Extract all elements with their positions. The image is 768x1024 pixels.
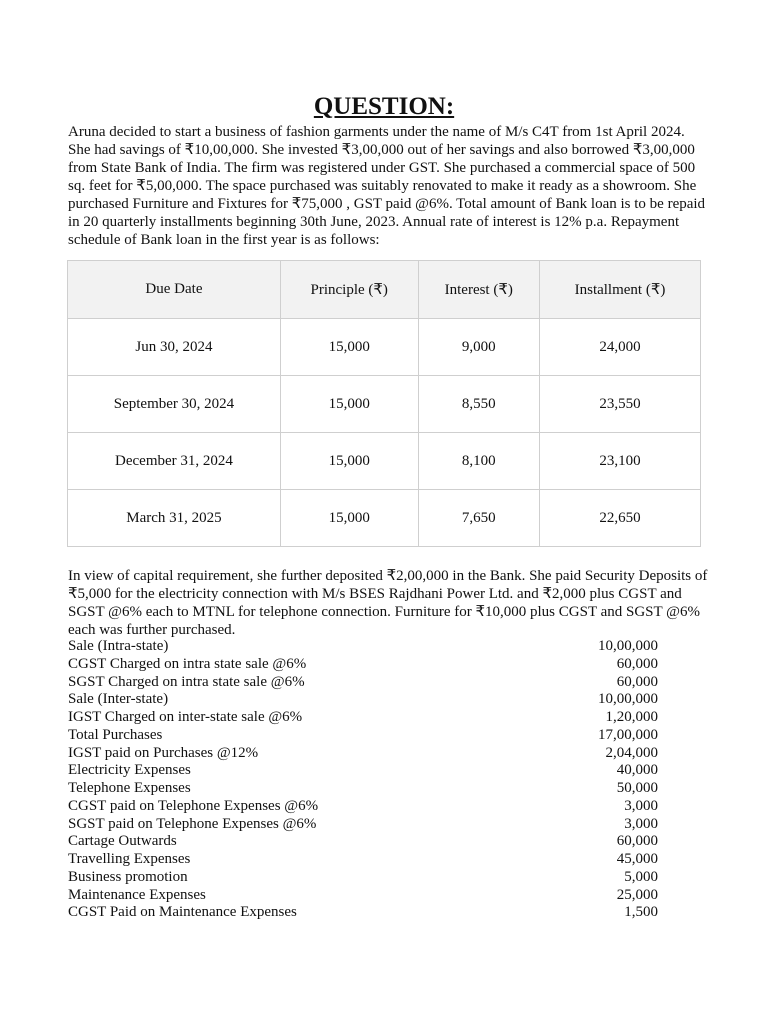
list-item — [68, 904, 658, 922]
list-item — [68, 691, 658, 709]
list-item — [68, 869, 658, 887]
item-label: SGST paid on Telephone Expenses @6% — [68, 815, 317, 832]
list-item — [68, 851, 658, 869]
cell-due-date: September 30, 2024 — [68, 376, 281, 433]
item-label: Travelling Expenses — [68, 851, 191, 867]
list-item — [68, 798, 658, 816]
item-label: IGST paid on Purchases @12% — [68, 744, 259, 761]
cell-installment: 22,650 — [540, 490, 701, 547]
cell-installment: 23,100 — [540, 433, 701, 490]
cell-installment: 23,550 — [540, 376, 701, 433]
item-label: Total Purchases — [68, 726, 163, 743]
list-item — [68, 727, 658, 745]
item-label: CGST Charged on intra state sale @6% — [68, 655, 307, 672]
cell-principle: 15,000 — [280, 433, 418, 490]
item-amount: 3,000 — [624, 815, 658, 832]
cell-interest: 9,000 — [418, 319, 539, 376]
item-label: Telephone Expenses — [68, 780, 191, 796]
transaction-list — [68, 638, 658, 922]
item-amount: 60,000 — [616, 833, 658, 850]
cell-due-date: Jun 30, 2024 — [68, 319, 281, 376]
list-item — [68, 656, 658, 674]
item-label: Cartage Outwards — [68, 833, 177, 850]
list-item — [68, 638, 658, 656]
item-label: CGST Paid on Maintenance Expenses — [68, 904, 297, 921]
item-label: CGST paid on Telephone Expenses @6% — [68, 797, 319, 814]
item-amount: 25,000 — [616, 886, 658, 903]
item-amount: 40,000 — [616, 762, 658, 779]
header-principle: Principle (₹) — [280, 261, 418, 319]
cell-principle: 15,000 — [280, 376, 418, 433]
header-installment: Installment (₹) — [540, 261, 701, 319]
item-amount: 10,00,000 — [598, 638, 658, 654]
table-row — [68, 433, 701, 490]
header-due-date: Due Date — [68, 261, 281, 319]
item-label: Sale (Intra-state) — [68, 638, 169, 654]
item-label: Electricity Expenses — [68, 762, 191, 779]
header-interest: Interest (₹) — [418, 261, 539, 319]
cell-principle: 15,000 — [280, 490, 418, 547]
item-amount: 10,00,000 — [598, 691, 658, 708]
list-item — [68, 745, 658, 763]
list-item — [68, 833, 658, 851]
item-amount: 1,500 — [624, 904, 658, 921]
item-amount: 17,00,000 — [598, 726, 658, 743]
item-amount: 60,000 — [616, 655, 658, 672]
list-item — [68, 762, 658, 780]
list-item — [68, 674, 658, 692]
table-row — [68, 319, 701, 376]
cell-due-date: March 31, 2025 — [68, 490, 281, 547]
item-label: IGST Charged on inter-state sale @6% — [68, 709, 303, 725]
item-label: Business promotion — [68, 868, 188, 885]
item-amount: 3,000 — [624, 797, 658, 814]
list-item — [68, 887, 658, 905]
item-amount: 2,04,000 — [605, 744, 658, 761]
item-label: SGST Charged on intra state sale @6% — [68, 673, 305, 690]
list-item — [68, 709, 658, 727]
cell-installment: 24,000 — [540, 319, 701, 376]
list-item — [68, 816, 658, 834]
cell-due-date: December 31, 2024 — [68, 433, 281, 490]
item-label: Maintenance Expenses — [68, 886, 206, 903]
capital-paragraph: In view of capital requirement, she further deposited ₹2,00,000 in the Bank. She paid Security Deposits of ₹5,000 for the electricity connection with M/s BSES Rajdhani Power Ltd. and ₹2,000 plus CGST and SGST @6% each to MTNL for telephone connection. Furniture for ₹10,000 plus CGST and SGST @6% each was further purchased. — [68, 568, 708, 638]
table-row — [68, 490, 701, 547]
cell-interest: 7,650 — [418, 490, 539, 547]
table-row — [68, 376, 701, 433]
item-amount: 5,000 — [624, 868, 658, 885]
item-amount: 1,20,000 — [605, 709, 658, 725]
cell-interest: 8,550 — [418, 376, 539, 433]
cell-principle: 15,000 — [280, 319, 418, 376]
item-amount: 45,000 — [616, 851, 658, 867]
repayment-schedule-table — [67, 260, 701, 547]
list-item — [68, 780, 658, 798]
intro-paragraph: Aruna decided to start a business of fashion garments under the name of M/s C4T from 1st April 2024. She had savings of ₹10,00,000. She invested ₹3,00,000 out of her savings and also borrowed ₹3,00,000 from State Bank of India. The firm was registered under GST. She purchased a commercial space of 500 sq. feet for ₹5,00,000. The space purchased was suitably renovated to make it ready as a showroom. She purchased Furniture and Fixtures for ₹75,000 , GST paid @6%. Total amount of Bank loan is to be repaid in 20 quarterly installments beginning 30th June, 2023. Annual rate of interest is 12% p.a. Repayment schedule of Bank loan in the first year is as follows: — [68, 124, 706, 248]
item-amount: 50,000 — [616, 780, 658, 796]
item-label: Sale (Inter-state) — [68, 691, 169, 708]
cell-interest: 8,100 — [418, 433, 539, 490]
item-amount: 60,000 — [616, 673, 658, 690]
page-title: QUESTION: — [313, 93, 455, 120]
table-header-row — [68, 261, 701, 319]
